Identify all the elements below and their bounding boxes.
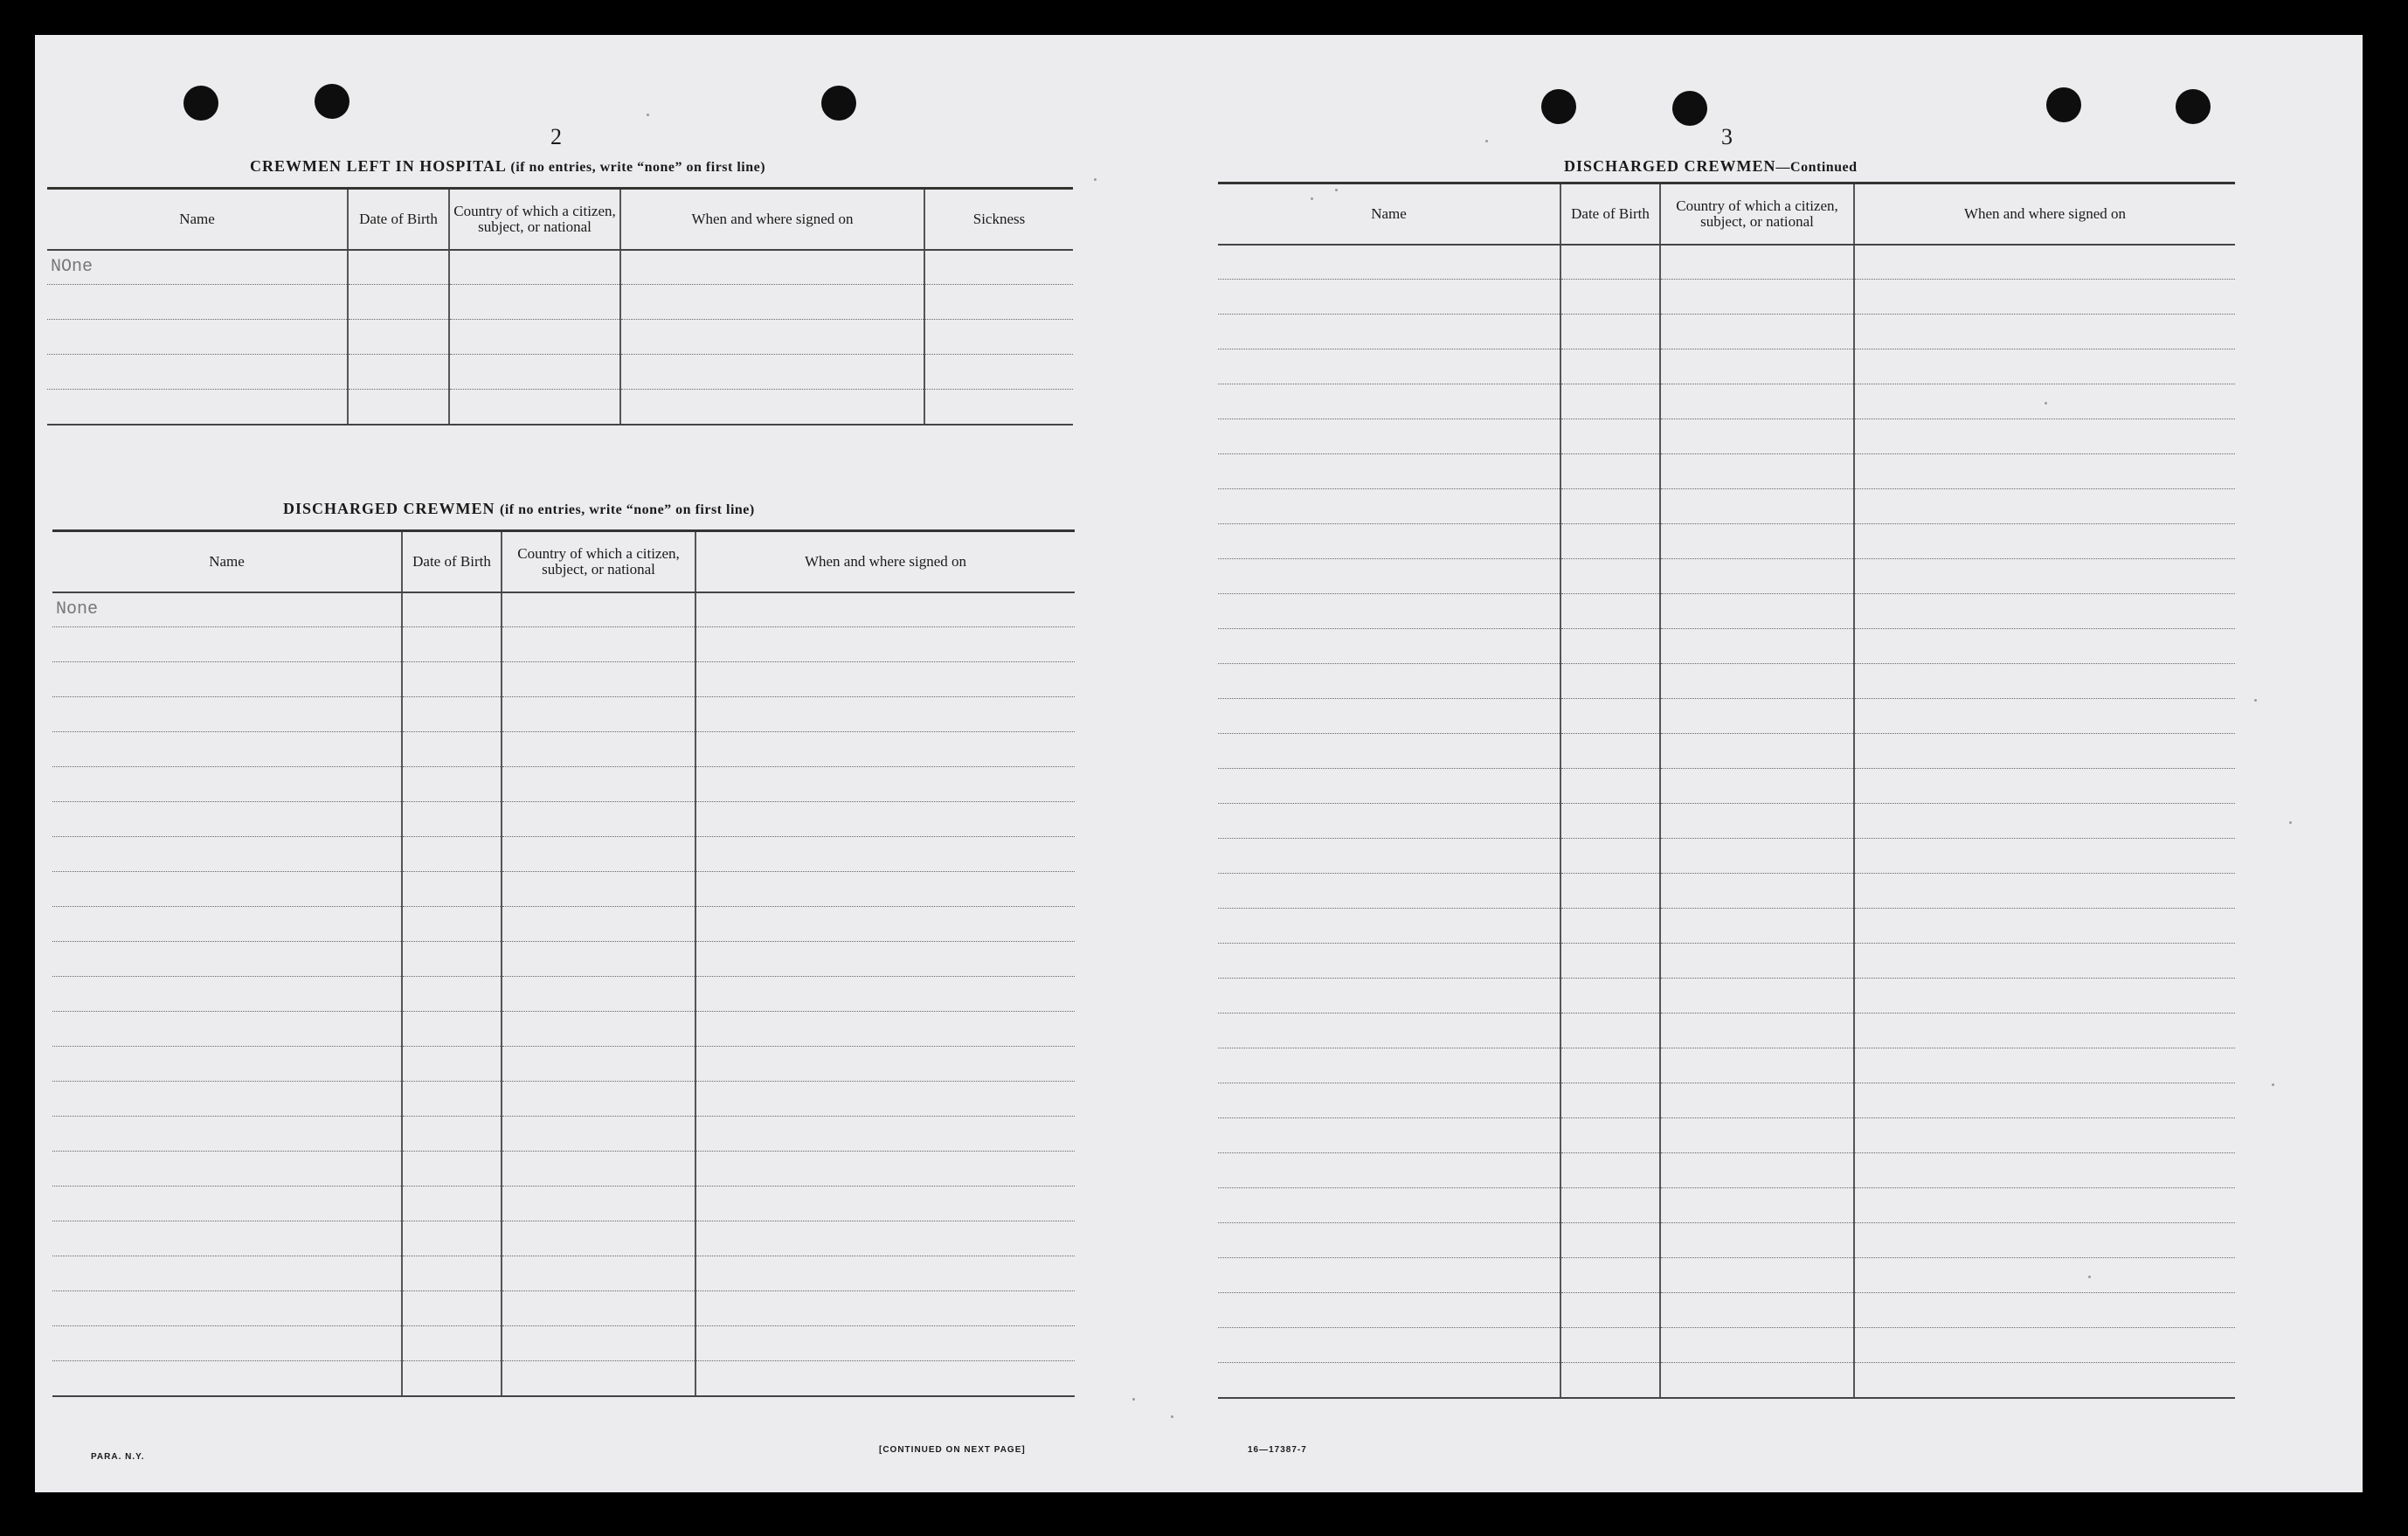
table-row xyxy=(52,1291,1075,1326)
paper-speck xyxy=(2254,699,2257,702)
table-row xyxy=(1218,909,2235,944)
table-row xyxy=(1218,1014,2235,1048)
table-row xyxy=(47,320,1073,355)
table-row xyxy=(1218,384,2235,419)
col-country: Country of which a citizen, subject, or national xyxy=(502,531,695,592)
printer-mark: PARA. N.Y. xyxy=(91,1452,145,1462)
paper-speck xyxy=(1311,197,1313,200)
col-sickness: Sickness xyxy=(924,189,1073,250)
form-sheet xyxy=(35,35,2363,1492)
table-row xyxy=(1218,1293,2235,1328)
col-country: Country of which a citizen, subject, or national xyxy=(1660,183,1854,245)
table-row xyxy=(47,355,1073,390)
right-page-number: 3 xyxy=(1721,124,1733,149)
table-row xyxy=(1218,1083,2235,1118)
table-row xyxy=(1218,1363,2235,1398)
discharged-table xyxy=(52,529,1075,1397)
table-row xyxy=(1218,839,2235,874)
hospital-table xyxy=(47,187,1073,426)
table-row xyxy=(1218,559,2235,594)
table-row xyxy=(47,390,1073,425)
table-row xyxy=(52,1047,1075,1082)
table-row xyxy=(47,285,1073,320)
table-row xyxy=(52,1117,1075,1152)
paper-speck xyxy=(1335,189,1338,191)
table-row xyxy=(52,1187,1075,1221)
table-row xyxy=(1218,594,2235,629)
table-row xyxy=(52,1256,1075,1291)
discharged-title-text: DISCHARGED CREWMEN xyxy=(283,500,495,517)
col-date-of-birth: Date of Birth xyxy=(1560,183,1660,245)
col-name: Name xyxy=(52,531,402,592)
discharged-entry-name: None xyxy=(52,592,402,627)
table-row xyxy=(52,872,1075,907)
continued-suffix: —Continued xyxy=(1775,160,1858,175)
continued-header-row xyxy=(1218,183,2235,245)
table-row xyxy=(52,1082,1075,1117)
continued-note: [CONTINUED ON NEXT PAGE] xyxy=(879,1445,1026,1455)
table-row xyxy=(52,977,1075,1012)
table-row xyxy=(1218,1223,2235,1258)
table-row xyxy=(52,1221,1075,1256)
punch-hole xyxy=(1541,89,1576,124)
col-name: Name xyxy=(47,189,348,250)
paper-speck xyxy=(2272,1083,2274,1086)
table-row xyxy=(1218,699,2235,734)
hospital-entry-name: NOne xyxy=(47,250,348,285)
table-row xyxy=(52,592,1075,627)
table-row xyxy=(1218,664,2235,699)
continued-title-text: DISCHARGED CREWMEN xyxy=(1564,157,1776,175)
punch-hole xyxy=(821,86,856,121)
table-row xyxy=(1218,979,2235,1014)
table-row xyxy=(1218,245,2235,280)
form-number: 16—17387-7 xyxy=(1248,1445,1307,1455)
table-row xyxy=(52,627,1075,662)
hospital-section-title xyxy=(250,157,765,176)
col-date-of-birth: Date of Birth xyxy=(402,531,502,592)
table-row xyxy=(1218,1118,2235,1153)
punch-hole xyxy=(1672,91,1707,126)
hospital-title-text: CREWMEN LEFT IN HOSPITAL xyxy=(250,157,506,175)
table-row xyxy=(52,1361,1075,1396)
table-row xyxy=(1218,349,2235,384)
table-row xyxy=(52,1326,1075,1361)
table-row xyxy=(1218,524,2235,559)
table-row xyxy=(52,767,1075,802)
table-row xyxy=(1218,874,2235,909)
col-date-of-birth: Date of Birth xyxy=(348,189,449,250)
table-row xyxy=(1218,1153,2235,1188)
table-row xyxy=(1218,280,2235,315)
table-row xyxy=(1218,629,2235,664)
discharged-header-row xyxy=(52,531,1075,592)
paper-speck xyxy=(1094,178,1097,181)
punch-hole xyxy=(2176,89,2211,124)
col-country: Country of which a citizen, subject, or national xyxy=(449,189,620,250)
table-row xyxy=(52,942,1075,977)
table-row xyxy=(1218,454,2235,489)
table-row xyxy=(1218,1048,2235,1083)
paper-speck xyxy=(2045,402,2047,405)
col-signed-on: When and where signed on xyxy=(695,531,1075,592)
discharged-section-title xyxy=(283,500,755,518)
table-row xyxy=(1218,1258,2235,1293)
table-row xyxy=(1218,489,2235,524)
table-row xyxy=(1218,419,2235,454)
table-row xyxy=(52,1012,1075,1047)
table-row xyxy=(1218,769,2235,804)
col-signed-on: When and where signed on xyxy=(1854,183,2235,245)
paper-speck xyxy=(2088,1276,2091,1278)
discharged-instruction: (if no entries, write “none” on first line) xyxy=(500,502,755,517)
paper-speck xyxy=(1132,1398,1135,1401)
paper-speck xyxy=(647,114,649,116)
paper-speck xyxy=(1485,140,1488,142)
hospital-instruction: (if no entries, write “none” on first line) xyxy=(510,160,766,175)
hospital-header-row xyxy=(47,189,1073,250)
col-signed-on: When and where signed on xyxy=(620,189,924,250)
table-row xyxy=(52,662,1075,697)
table-row xyxy=(47,250,1073,285)
col-name: Name xyxy=(1218,183,1560,245)
discharged-continued-table xyxy=(1218,182,2235,1399)
paper-speck xyxy=(2289,821,2292,824)
table-row xyxy=(52,697,1075,732)
table-row xyxy=(1218,315,2235,349)
table-row xyxy=(1218,1328,2235,1363)
continued-section-title xyxy=(1564,157,1858,176)
punch-hole xyxy=(2046,87,2081,122)
left-page-number: 2 xyxy=(550,124,562,149)
punch-hole xyxy=(183,86,218,121)
table-row xyxy=(52,732,1075,767)
table-row xyxy=(52,837,1075,872)
table-row xyxy=(52,1152,1075,1187)
table-row xyxy=(1218,734,2235,769)
table-row xyxy=(52,907,1075,942)
table-row xyxy=(1218,804,2235,839)
table-row xyxy=(1218,944,2235,979)
punch-hole xyxy=(315,84,349,119)
paper-speck xyxy=(1171,1415,1173,1418)
table-row xyxy=(1218,1188,2235,1223)
table-row xyxy=(52,802,1075,837)
